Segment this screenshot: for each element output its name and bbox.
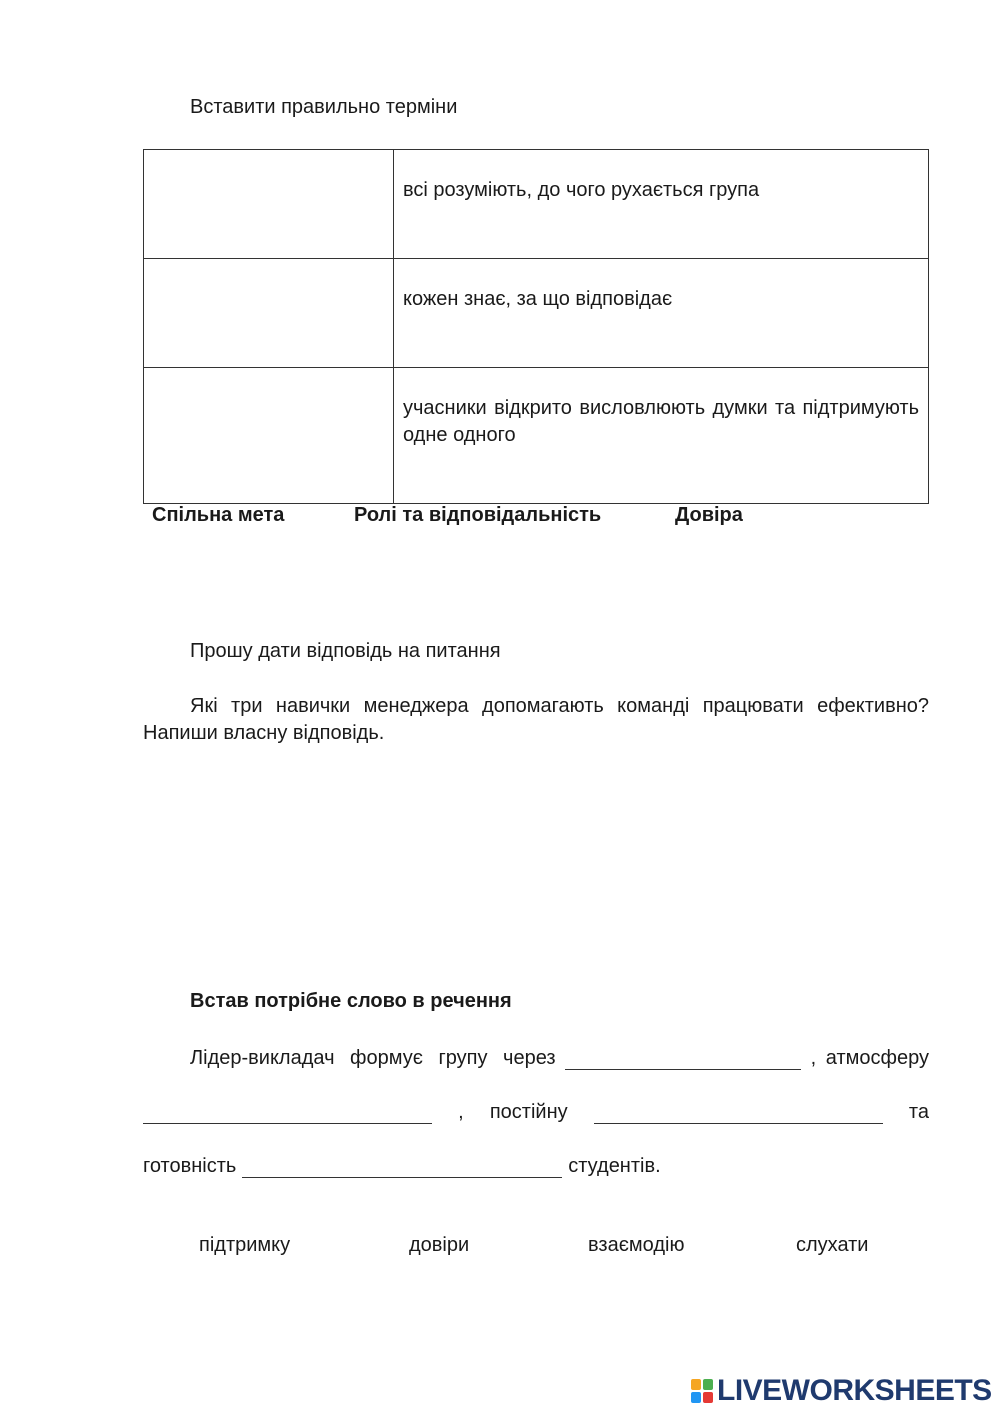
word-bank-term-3[interactable]: Довіра — [675, 504, 743, 526]
sentence-text: та — [908, 1101, 929, 1123]
sentence-text: готовність — [143, 1155, 237, 1177]
sentence-comma: , — [810, 1047, 817, 1069]
word-bank-option-3[interactable]: взаємодію — [588, 1234, 685, 1256]
blank-field-2[interactable] — [143, 1105, 432, 1124]
logo-square — [691, 1392, 701, 1403]
liveworksheets-logo-icon — [691, 1379, 713, 1403]
word-bank-term-2[interactable]: Ролі та відповідальність — [354, 504, 602, 526]
sentence-comma: , — [458, 1101, 464, 1123]
blank-field-3[interactable] — [594, 1105, 883, 1124]
term-description-2: кожен знає, за що відповідає — [394, 259, 929, 368]
blank-field-1[interactable] — [565, 1051, 801, 1070]
liveworksheets-logo — [691, 1374, 992, 1408]
sentence-text: студентів. — [568, 1155, 661, 1177]
sentence-line-3 — [143, 1152, 929, 1178]
term-drop-zone-1[interactable] — [144, 150, 394, 259]
logo-square — [703, 1392, 713, 1403]
word-bank-option-1[interactable]: підтримку — [199, 1234, 291, 1256]
instruction-insert-word: Встав потрібне слово в речення — [190, 990, 512, 1012]
terms-table — [143, 149, 929, 504]
term-drop-zone-2[interactable] — [144, 259, 394, 368]
logo-text: LIVEWORKSHEETS — [717, 1374, 992, 1407]
word-bank-option-2[interactable]: довіри — [409, 1234, 470, 1256]
term-description-1: всі розуміють, до чого рухається група — [394, 150, 929, 259]
sentence-text: атмосферу — [825, 1047, 929, 1069]
sentence-text: постійну — [489, 1101, 568, 1123]
table-row — [144, 150, 929, 259]
instruction-answer-question: Прошу дати відповідь на питання — [190, 640, 501, 662]
term-drop-zone-3[interactable] — [144, 368, 394, 504]
instruction-insert-terms: Вставити правильно терміни — [190, 96, 458, 118]
term-description-3: учасники відкрито висловлюють думки та підтримують одне одного — [394, 368, 929, 504]
sentence-line-2 — [143, 1098, 929, 1124]
blank-field-4[interactable] — [242, 1159, 562, 1178]
logo-square — [691, 1379, 701, 1390]
sentence-text: Лідер-викладач формує групу через — [190, 1047, 556, 1069]
logo-square — [703, 1379, 713, 1390]
word-bank-option-4[interactable]: слухати — [796, 1234, 869, 1256]
question-text: Які три навички менеджера допомагають команді працювати ефективно? Напиши власну відповідь. — [143, 695, 929, 744]
sentence-line-1 — [143, 1044, 929, 1070]
word-bank-term-1[interactable]: Спільна мета — [152, 504, 285, 526]
table-row — [144, 259, 929, 368]
table-row — [144, 368, 929, 504]
